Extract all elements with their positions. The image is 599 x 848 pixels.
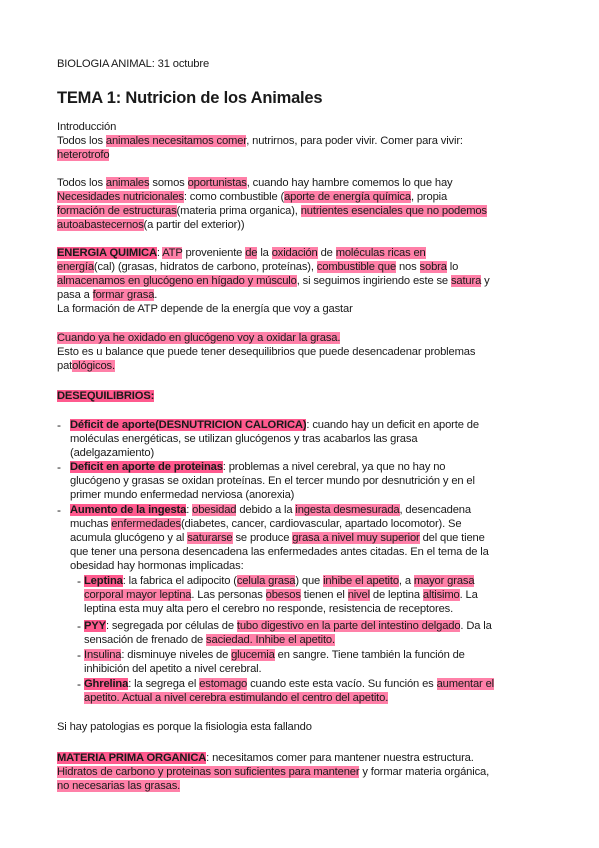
aumento-ingesta-line-2: muchas enfermedades(diabetes, cancer, cardiovascular, apartado locomotor). Se (70, 518, 462, 530)
document-header: BIOLOGIA ANIMAL: 31 octubre (57, 58, 210, 70)
aumento-ingesta-line-1: Aumento de la ingesta: obesidad debido a la ingesta desmesurada, desencadena (70, 504, 471, 516)
p2-line-3: formación de estructuras(materia prima organica), nutrientes esenciales que no podemos (57, 205, 487, 217)
p2-line-2: Necesidades nutricionales: como combustible (aporte de energía química, propia (57, 191, 448, 203)
bullet-dash: - (77, 648, 81, 662)
leptina-line-2: corporal mayor leptina. Las personas obesos tienen el nivel de leptina altisimo. La (84, 589, 478, 601)
deficit-aporte-line-3: (adelgazamiento) (70, 447, 155, 459)
desequilibrios-heading: DESEQUILIBRIOS: (57, 390, 155, 402)
deficit-proteinas-line-2: glucógeno y grasas se oxidan proteínas. En el tercer mundo por desnutrición y en el (70, 475, 475, 487)
patologias-line: Si hay patologias es porque la fisiologia esta fallando (57, 721, 312, 733)
energia-line-3: almacenamos en glucógeno en hígado y músculo, si seguimos ingiriendo este se satura y (57, 275, 490, 287)
deficit-proteinas-line-1: Deficit en aporte de proteinas: problemas a nivel cerebral, ya que no hay no (70, 461, 446, 473)
page-title: TEMA 1: Nutricion de los Animales (57, 89, 323, 107)
insulina-line-2: inhibición del apetito a nivel cerebral. (84, 663, 262, 675)
materia-line-1: MATERIA PRIMA ORGANICA: necesitamos comer para mantener nuestra estructura. (57, 752, 474, 764)
leptina-line-1: Leptina: la fabrica el adipocito (celula grasa) que inhibe el apetito, a mayor grasa (84, 575, 475, 587)
ghrelina-line-2: apetito. Actual a nivel cerebra estimulando el centro del apetito. (84, 692, 389, 704)
bullet-dash: - (77, 619, 81, 633)
aumento-ingesta-line-4: que tener una persona desencadena las enfermedades antes citadas. En el tema de la (70, 546, 489, 558)
materia-line-2: Hidratos de carbono y proteinas son suficientes para mantener y formar materia orgánica, (57, 766, 490, 778)
bullet-dash: - (77, 574, 81, 588)
deficit-aporte-line-2: moléculas energéticas, se utilizan glucógenos y tras acabarlos las grasa (70, 433, 418, 445)
ghrelina-line-1: Ghrelina: la segrega el estomago cuando este esta vacío. Su función es aumentar el (84, 678, 494, 690)
bullet-dash: - (57, 460, 61, 474)
deficit-aporte-line-1: Déficit de aporte(DESNUTRICION CALORICA): cuando hay un deficit en aporte de (70, 419, 479, 431)
bullet-dash: - (57, 503, 61, 517)
energia-line-2: energía(cal) (grasas, hidratos de carbono, proteínas), combustible que nos sobra lo (57, 261, 459, 273)
bullet-dash: - (77, 677, 81, 691)
intro-line-1: Todos los animales necesitamos comer, nutrirnos, para poder vivir. Comer para vivir: (57, 135, 463, 147)
energia-line-1: ENERGIA QUIMICA: ATP proveniente de la oxidación de moléculas ricas en (57, 247, 426, 259)
intro-line-2: heterotrofo (57, 149, 110, 161)
pyy-line-2: sensación de frenado de saciedad. Inhibe el apetito. (84, 634, 335, 646)
oxidar-line-1: Cuando ya he oxidado en glucógeno voy a oxidar la grasa. (57, 332, 341, 344)
leptina-line-3: leptina esta muy alta pero el cerebro no responde, resistencia de receptores. (84, 603, 454, 615)
pyy-line-1: PYY: segregada por células de tubo digestivo en la parte del intestino delgado. Da la (84, 620, 492, 632)
oxidar-line-3: patológicos. (57, 360, 115, 372)
deficit-proteinas-line-3: primer mundo enfermedad nerviosa (anorexia) (70, 489, 295, 501)
aumento-ingesta-line-5: obesidad hay hormonas implicadas: (70, 560, 244, 572)
p2-line-1: Todos los animales somos oportunistas, cuando hay hambre comemos lo que hay (57, 177, 453, 189)
energia-line-4: pasa a formar grasa. (57, 289, 158, 301)
oxidar-line-2: Esto es u balance que puede tener desequilibrios que puede desencadenar problemas (57, 346, 476, 358)
bullet-dash: - (57, 418, 61, 432)
insulina-line-1: Insulina: disminuye niveles de glucemia en sangre. Tiene también la función de (84, 649, 465, 661)
aumento-ingesta-line-3: acumula glucógeno y al saturarse se produce grasa a nivel muy superior del que tiene (70, 532, 485, 544)
materia-line-3: no necesarias las grasas. (57, 780, 181, 792)
intro-heading: Introducción (57, 121, 117, 133)
p2-line-4: autoabastecernos(a partir del exterior)) (57, 219, 245, 231)
energia-line-5: La formación de ATP depende de la energía que voy a gastar (57, 303, 353, 315)
